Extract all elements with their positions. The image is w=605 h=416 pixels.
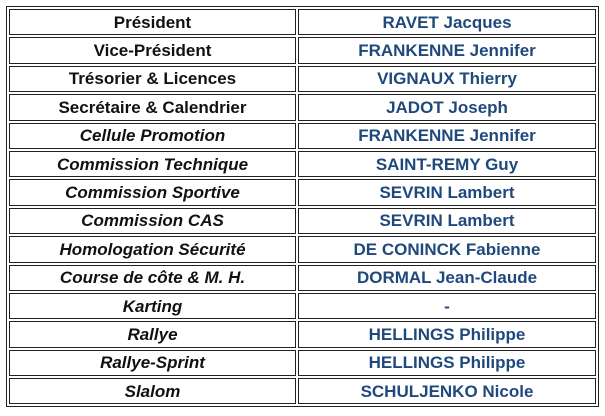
role-label: Vice-Président: [93, 41, 212, 61]
table-row: [9, 9, 596, 35]
role-cell: [9, 94, 296, 120]
table-row: [9, 293, 596, 319]
committee-table: [6, 6, 599, 407]
role-label: Commission Sportive: [65, 183, 240, 203]
role-cell: [9, 293, 296, 319]
member-name: SEVRIN Lambert: [379, 211, 515, 231]
table-row: [9, 208, 596, 234]
role-cell: [9, 350, 296, 376]
committee-table-body: [9, 9, 596, 404]
role-label: Président: [113, 12, 192, 32]
name-cell: [298, 265, 596, 291]
role-cell: [9, 66, 296, 92]
member-name: SEVRIN Lambert: [379, 183, 515, 203]
table-row: [9, 265, 596, 291]
name-cell: [298, 66, 596, 92]
table-row: [9, 151, 596, 177]
role-cell: [9, 236, 296, 262]
role-label: Rallye-Sprint: [100, 353, 205, 373]
table-row: [9, 94, 596, 120]
table-row: [9, 37, 596, 63]
role-label: Commission CAS: [81, 211, 224, 231]
role-cell: [9, 378, 296, 404]
role-cell: [9, 179, 296, 205]
name-cell: [298, 179, 596, 205]
role-label: Commission Technique: [56, 154, 249, 174]
name-cell: [298, 94, 596, 120]
name-cell: [298, 350, 596, 376]
member-name: DORMAL Jean-Claude: [356, 268, 538, 288]
member-name: -: [444, 296, 450, 316]
member-name: SCHULJENKO Nicole: [360, 381, 534, 401]
name-cell: [298, 208, 596, 234]
name-cell: [298, 37, 596, 63]
member-name: RAVET Jacques: [382, 12, 512, 32]
name-cell: [298, 378, 596, 404]
table-row: [9, 321, 596, 347]
name-cell: [298, 236, 596, 262]
name-cell: [298, 321, 596, 347]
name-cell: [298, 9, 596, 35]
table-row: [9, 66, 596, 92]
member-name: FRANKENNE Jennifer: [358, 126, 536, 146]
member-name: VIGNAUX Thierry: [377, 69, 517, 89]
role-label: Secrétaire & Calendrier: [58, 97, 247, 117]
role-cell: [9, 151, 296, 177]
role-cell: [9, 265, 296, 291]
role-label: Rallye: [127, 324, 178, 344]
table-row: [9, 350, 596, 376]
role-label: Course de côte & M. H.: [59, 268, 246, 288]
role-cell: [9, 123, 296, 149]
table-row: [9, 236, 596, 262]
role-cell: [9, 208, 296, 234]
member-name: HELLINGS Philippe: [368, 353, 526, 373]
name-cell: [298, 123, 596, 149]
name-cell: [298, 151, 596, 177]
member-name: JADOT Joseph: [386, 97, 508, 117]
table-row: [9, 179, 596, 205]
table-row: [9, 378, 596, 404]
name-cell: [298, 293, 596, 319]
member-name: SAINT-REMY Guy: [375, 154, 519, 174]
table-row: [9, 123, 596, 149]
role-label: Trésorier & Licences: [68, 69, 237, 89]
role-label: Slalom: [124, 381, 181, 401]
role-cell: [9, 37, 296, 63]
member-name: HELLINGS Philippe: [368, 324, 526, 344]
role-label: Homologation Sécurité: [59, 239, 246, 259]
role-cell: [9, 9, 296, 35]
role-cell: [9, 321, 296, 347]
member-name: DE CONINCK Fabienne: [353, 239, 541, 259]
role-label: Karting: [122, 296, 183, 316]
member-name: FRANKENNE Jennifer: [358, 41, 536, 61]
role-label: Cellule Promotion: [79, 126, 226, 146]
